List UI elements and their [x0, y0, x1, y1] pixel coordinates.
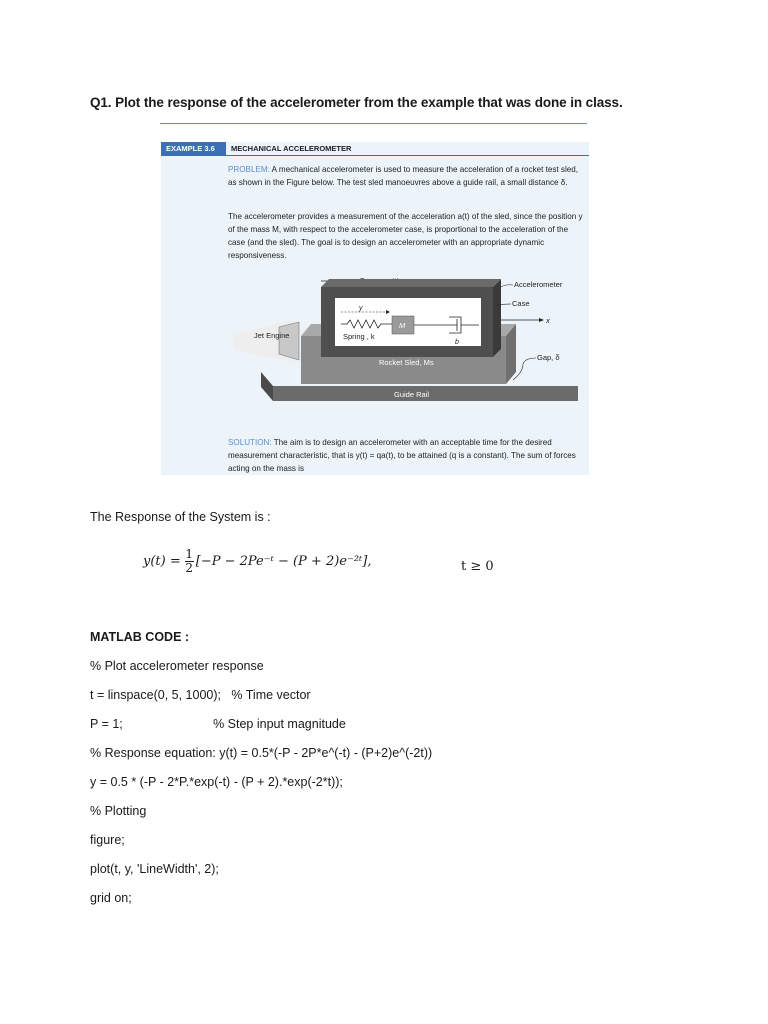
jet-engine-nozzle — [279, 322, 299, 360]
code-line: % Plotting — [90, 804, 147, 818]
gap-leader — [513, 358, 536, 380]
accelerometer-diagram — [161, 272, 589, 407]
example-title: MECHANICAL ACCELEROMETER — [231, 144, 352, 153]
equation-condition: t ≥ 0 — [461, 559, 494, 574]
x-arrowhead — [539, 318, 544, 322]
problem-text: A mechanical accelerometer is used to measure the acceleration of a rocket test sled, as shown in the Figure below. The test sled manoeuvres above a guide rail, a small distance δ. — [228, 165, 579, 187]
solution-paragraph — [228, 436, 584, 475]
fraction-numerator: 1 — [185, 547, 194, 561]
code-line: y = 0.5 * (-P - 2*P.*exp(-t) - (P + 2).*exp(-2*t)); — [90, 775, 343, 789]
code-line: P = 1; % Step input magnitude — [90, 717, 346, 731]
question-heading: Q1. Plot the response of the accelerometer from the example that was done in class. — [90, 95, 623, 110]
code-line: % Plot accelerometer response — [90, 659, 264, 673]
guide-rail-label: Guide Rail — [394, 390, 430, 399]
problem-paragraph — [228, 163, 584, 189]
example-tag: EXAMPLE 3.6 — [161, 142, 226, 155]
response-label: The Response of the System is : — [90, 510, 271, 524]
mass-label: M — [399, 321, 406, 330]
case-side — [493, 279, 501, 357]
y-label: y — [359, 305, 363, 312]
jet-engine-label: Jet Engine — [254, 331, 290, 340]
code-line: plot(t, y, 'LineWidth', 2); — [90, 862, 219, 876]
example-box — [161, 142, 589, 475]
response-equation — [143, 548, 371, 575]
gap-label: Gap, δ — [537, 353, 560, 362]
code-line: t = linspace(0, 5, 1000); % Time vector — [90, 688, 311, 702]
code-line: % Response equation: y(t) = 0.5*(-P - 2P*e^(-t) - (P+2)e^(-2t)) — [90, 746, 433, 760]
x-label: x — [546, 316, 550, 325]
equation-lhs: y(t) = — [143, 554, 181, 569]
fraction-denominator: 2 — [185, 561, 194, 575]
guide-rail-side — [261, 372, 273, 401]
example-header-rule — [161, 155, 589, 156]
description-paragraph: The accelerometer provides a measurement of the acceleration a(t) of the sled, since the position y of the mass M, with respect to the accelerometer case, is proportional to the acceleration of the case (and the sled). The goal is to design an accelerometer with an appropriate dynamic responsiveness. — [228, 212, 583, 260]
equation-rhs: [−P − 2Pe⁻ᵗ − (P + 2)e⁻²ᵗ], — [195, 554, 372, 569]
sled-label: Rocket Sled, Ms — [379, 358, 434, 367]
code-line: grid on; — [90, 891, 132, 905]
case-top — [321, 279, 501, 287]
code-heading: MATLAB CODE : — [90, 630, 190, 644]
equation-fraction — [185, 548, 194, 575]
damper-label: b — [455, 339, 459, 346]
solution-label: SOLUTION: — [228, 438, 272, 447]
spring-label: Spring , k — [343, 332, 375, 341]
case-label: Case — [512, 299, 530, 308]
code-line: figure; — [90, 833, 125, 847]
accelerometer-leader — [501, 285, 513, 287]
solution-text: The aim is to design an accelerometer with an acceptable time for the desired measurement characteristic, that is y(t) = qa(t), to be attained (q is a constant). The sum of forces acting on the mass is — [228, 438, 576, 473]
problem-label: PROBLEM: — [228, 165, 270, 174]
question-underline — [160, 123, 587, 124]
accelerometer-label: Accelerometer — [514, 280, 563, 289]
